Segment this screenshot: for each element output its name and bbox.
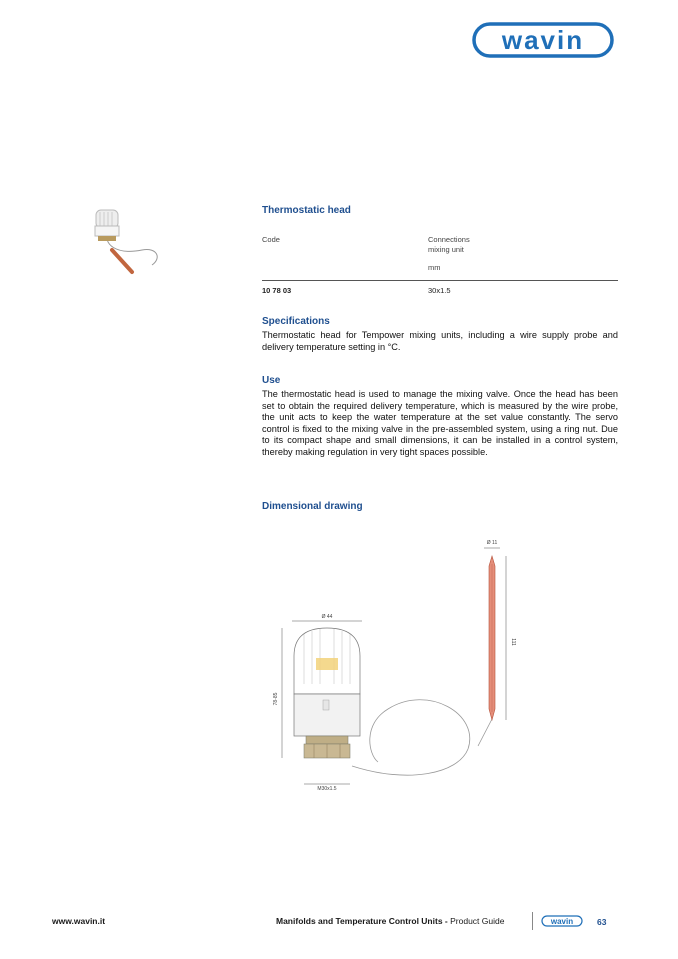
product-title: Thermostatic head [262, 205, 351, 216]
use-heading: Use [262, 375, 281, 386]
svg-text:wavin: wavin [501, 25, 585, 55]
footer-guide-title [276, 916, 504, 926]
head-width-dim: Ø 44 [321, 614, 333, 620]
page-number: 63 [597, 917, 607, 927]
table-header-connections: Connections [428, 235, 470, 244]
specifications-heading: Specifications [262, 316, 330, 327]
wavin-logo [472, 22, 614, 58]
svg-text:wavin: wavin [550, 917, 574, 926]
table-divider [262, 280, 618, 281]
table-header-unit: mm [428, 263, 441, 272]
specifications-section [262, 316, 618, 353]
specifications-text: Thermostatic head for Tempower mixing units, including a wire supply probe and delivery temperature setting in °C. [262, 330, 618, 352]
footer-guide-bold: Manifolds and Temperature Control Units - [276, 916, 448, 926]
dimensional-drawing [268, 534, 540, 798]
table-header-code: Code [262, 235, 280, 244]
use-section [262, 375, 618, 459]
table-header-mixing-unit: mixing unit [428, 244, 464, 254]
probe-width-dim: Ø 11 [486, 540, 498, 546]
footer-guide-regular: Product Guide [447, 916, 505, 926]
table-row-code: 10 78 03 [262, 286, 292, 295]
product-photo [82, 200, 168, 280]
drawing-heading: Dimensional drawing [262, 501, 363, 512]
height-dim: 78-85 [273, 692, 279, 706]
probe-length-dim: 111 [510, 638, 516, 646]
thread-dim: M30x1.5 [317, 786, 337, 792]
footer-wavin-logo [541, 915, 583, 927]
footer-website[interactable]: www.wavin.it [52, 916, 106, 926]
use-text: The thermostatic head is used to manage the mixing valve. Once the head has been set to obtain the required delivery temperature, which is measured by the wire probe, the unit acts to keep the water temperature at the set value constantly. The servo control is fixed to the mixing valve in the pre-assembled system, using a ring nut. Due to its compact shape and small dimensions, it can be installed in a control system, thereby making regulation in very tight spaces possible. [262, 389, 618, 457]
footer-divider [532, 912, 533, 930]
table-row-connection: 30x1.5 [428, 286, 451, 295]
